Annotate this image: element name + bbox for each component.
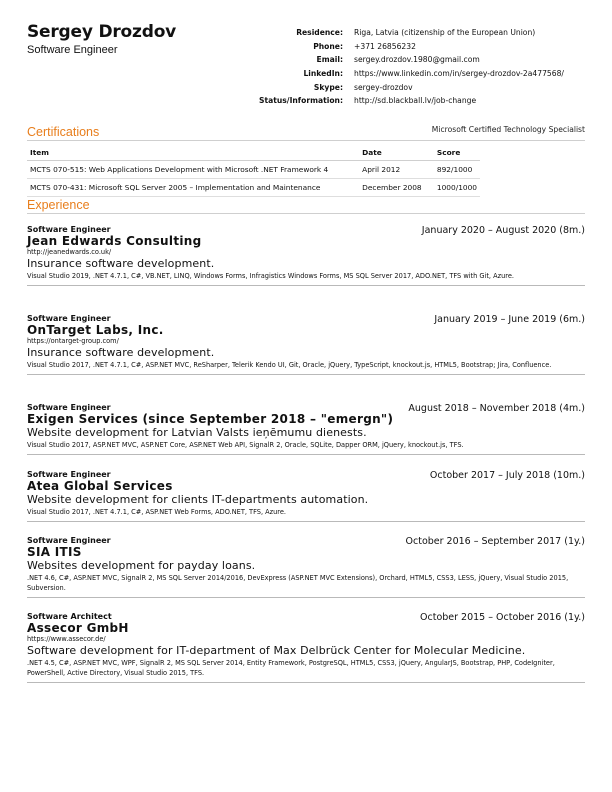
job-technologies: Visual Studio 2017, .NET 4.7.1, C#, ASP.NET Web Forms, ADO.NET, TFS, Azure. bbox=[27, 508, 287, 516]
section-title: Experience bbox=[27, 198, 90, 212]
job-description: Website development for Latvian Valsts ieņēmumu dienests. bbox=[27, 426, 367, 439]
contact-row-skype bbox=[230, 83, 564, 97]
certifications-note: Microsoft Certified Technology Specialist bbox=[431, 125, 585, 134]
cert-score: 892/1000 bbox=[434, 161, 480, 179]
job-period: October 2017 – July 2018 (10m.) bbox=[429, 470, 585, 481]
status-link[interactable]: http://sd.blackball.lv/job-change bbox=[354, 96, 477, 106]
contact-row-email bbox=[230, 55, 564, 69]
job-company: Atea Global Services bbox=[27, 479, 173, 493]
job-entry bbox=[27, 403, 585, 455]
contact-value: sergey-drozdov bbox=[354, 82, 413, 92]
job-entry bbox=[27, 225, 585, 286]
contact-table bbox=[230, 28, 564, 110]
email-link[interactable]: sergey.drozdov.1980@gmail.com bbox=[354, 55, 480, 65]
contact-label: Phone: bbox=[313, 41, 343, 51]
job-period: October 2016 – September 2017 (1y.) bbox=[405, 536, 585, 547]
job-entry bbox=[27, 470, 585, 522]
column-header-date: Date bbox=[359, 146, 434, 161]
certifications-table bbox=[27, 146, 480, 197]
job-company: Assecor GmbH bbox=[27, 621, 129, 635]
job-description: Website development for clients IT-departments automation. bbox=[27, 493, 369, 506]
job-entry bbox=[27, 536, 585, 598]
job-role: Software Engineer bbox=[27, 225, 111, 234]
job-description: Software development for IT-department of Max Delbrück Center for Molecular Medicine. bbox=[27, 644, 526, 657]
job-company: SIA ITIS bbox=[27, 545, 82, 559]
job-technologies: Visual Studio 2017, .NET 4.7.1, C#, ASP.NET MVC, ReSharper, Telerik Kendo UI, Git, Oracle, jQuery, TypeScript, knockout.js, HTML5, Bootstrap; Jira, Confluence. bbox=[27, 361, 552, 369]
cert-date: April 2012 bbox=[359, 161, 434, 179]
company-link[interactable]: http://jeanedwards.co.uk/ bbox=[27, 248, 112, 256]
section-title: Certifications bbox=[27, 125, 100, 139]
contact-row-residence bbox=[230, 28, 564, 42]
job-technologies: .NET 4.5, C#, ASP.NET MVC, WPF, SignalR 2, MS SQL Server 2014, Entity Framework, PostgreSQL, HTML5, CSS3, jQuery, AngularJS, Bootstrap, PHP, CodeIgniter, PowerShell, Active Directory, Visual Studio 2015, TFS. bbox=[27, 659, 555, 677]
job-company: Jean Edwards Consulting bbox=[27, 234, 202, 248]
contact-row-status bbox=[230, 96, 564, 110]
job-technologies: Visual Studio 2019, .NET 4.7.1, C#, VB.NET, LINQ, Windows Forms, Infragistics Windows Forms, MS SQL Server 2017, ADO.NET, TFS with Git, Azure. bbox=[27, 272, 514, 280]
job-role: Software Engineer bbox=[27, 536, 111, 545]
person-name: Sergey Drozdov bbox=[27, 22, 177, 42]
column-header-score: Score bbox=[434, 146, 480, 161]
job-period: January 2019 – June 2019 (6m.) bbox=[434, 314, 585, 325]
experience-heading bbox=[27, 197, 585, 214]
job-period: August 2018 – November 2018 (4m.) bbox=[408, 403, 585, 414]
job-role: Software Engineer bbox=[27, 403, 111, 412]
job-description: Insurance software development. bbox=[27, 257, 215, 270]
job-period: January 2020 – August 2020 (8m.) bbox=[421, 225, 585, 236]
job-role: Software Architect bbox=[27, 612, 112, 621]
job-technologies: .NET 4.6, C#, ASP.NET MVC, SignalR 2, MS SQL Server 2014/2016, DevExpress (ASP.NET MVC Extensions), Orchard, HTML5, CSS3, LESS, jQuery, Visual Studio 2015, Subversion. bbox=[27, 574, 569, 592]
job-entry bbox=[27, 612, 585, 683]
job-description: Insurance software development. bbox=[27, 346, 215, 359]
cert-date: December 2008 bbox=[359, 179, 434, 197]
contact-label: Status/Information: bbox=[259, 96, 343, 106]
contact-label: LinkedIn: bbox=[303, 69, 343, 79]
job-role: Software Engineer bbox=[27, 470, 111, 479]
person-title: Software Engineer bbox=[27, 44, 118, 56]
job-description: Websites development for payday loans. bbox=[27, 559, 256, 572]
table-header-row bbox=[27, 146, 480, 161]
table-row bbox=[27, 179, 480, 197]
job-technologies: Visual Studio 2017, ASP.NET MVC, ASP.NET Core, ASP.NET Web API, SignalR 2, Oracle, SQLite, Dapper ORM, jQuery, knockout.js, TFS. bbox=[27, 441, 464, 449]
job-company: OnTarget Labs, Inc. bbox=[27, 323, 164, 337]
contact-row-linkedin bbox=[230, 69, 564, 83]
cert-item: MCTS 070-515: Web Applications Development with Microsoft .NET Framework 4 bbox=[27, 161, 359, 179]
company-link[interactable]: https://ontarget-group.com/ bbox=[27, 337, 119, 345]
cert-item: MCTS 070-431: Microsoft SQL Server 2005 – Implementation and Maintenance bbox=[27, 179, 359, 197]
table-row bbox=[27, 161, 480, 179]
column-header-item: Item bbox=[27, 146, 359, 161]
certifications-heading bbox=[27, 124, 585, 141]
job-period: October 2015 – October 2016 (1y.) bbox=[420, 612, 585, 623]
contact-label: Residence: bbox=[296, 28, 343, 37]
job-company: Exigen Services (since September 2018 – "emergn") bbox=[27, 412, 394, 426]
job-role: Software Engineer bbox=[27, 314, 111, 323]
contact-label: Skype: bbox=[313, 82, 343, 92]
contact-row-phone bbox=[230, 42, 564, 56]
contact-value: +371 26856232 bbox=[354, 41, 416, 51]
cert-score: 1000/1000 bbox=[434, 179, 480, 197]
contact-value: Riga, Latvia (citizenship of the European Union) bbox=[354, 28, 536, 37]
company-link[interactable]: https://www.assecor.de/ bbox=[27, 635, 106, 643]
linkedin-link[interactable]: https://www.linkedin.com/in/sergey-drozdov-2a477568/ bbox=[354, 69, 564, 79]
contact-label: Email: bbox=[316, 55, 343, 65]
job-entry bbox=[27, 314, 585, 375]
